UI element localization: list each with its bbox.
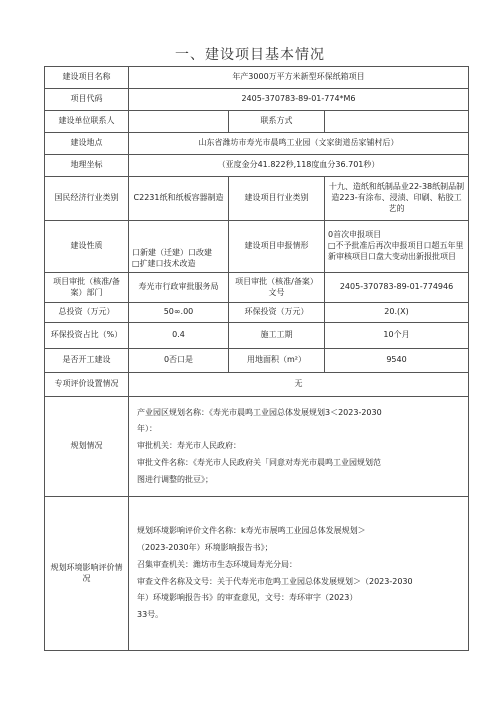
project-code-label: 项目代码: [45, 89, 129, 111]
plan-line-3: 审批机关：寿光市人民政府：: [137, 441, 241, 451]
total-invest-label: 总投资（万元）: [45, 303, 129, 323]
nature-value: [129, 221, 229, 273]
plan-env-line-4: 审查文件名称及文号：关于代寿光市危鸣工业园总体发展规划＞（2023-2030: [137, 576, 413, 586]
project-code-value: 2405-370783-89-01-774*M6: [129, 89, 469, 111]
project-industry-label: 建设项目行业类别: [229, 177, 325, 221]
plan-env-line-5: 年）环境影响报告书》的审查意见，文号：寿环审字（2023）: [137, 593, 358, 603]
land-area-value: 9540: [325, 349, 469, 373]
plan-env-label: 规划环境影响评价情况: [45, 497, 129, 651]
declare-value: [325, 221, 469, 273]
plan-content: [129, 397, 469, 497]
project-name-value: 年产3000万平方米新型环保纸箱项目: [129, 67, 469, 89]
nature-option-1: 口新建（迁建）口改建: [132, 248, 212, 258]
special-eval-value: 无: [129, 373, 469, 397]
env-invest-label: 环保投资（万元）: [229, 303, 325, 323]
plan-env-line-2: （2023-2030年）环境影响报告书》；: [137, 542, 273, 552]
project-info-table: [44, 66, 469, 651]
construction-period-label: 施工工期: [229, 323, 325, 349]
plan-env-line-6: 33号。: [137, 610, 164, 620]
total-invest-value: 50∞.00: [129, 303, 229, 323]
land-area-label: 用地面积（m²）: [229, 349, 325, 373]
plan-env-line-1: 规划环境影响评价文件名称：k寿光市展鸣工业园总体发展规划＞: [137, 526, 366, 536]
declare-option-2: □不予批准后再次申报项目口超五年里新审核项目口盘大变动出新报批项目: [328, 241, 464, 261]
project-industry-value: 十九、造纸和纸制品业22-38纸制品制造223-有涂布、浸渍、印刷、粘胶工艺的: [325, 177, 469, 221]
location-value: 山东省潍坊市寿光市晨鸣工业园（文家街道岳家铺村后）: [129, 133, 469, 155]
plan-line-1: 产业园区规划名称：《寿光市晨鸣工业园总体发展规划3＜2023-2030: [137, 407, 382, 417]
plan-line-2: 年）：: [137, 424, 157, 434]
env-ratio-label: 环保投资占比（%）: [45, 323, 129, 349]
plan-line-5: 图进行调整的批豆》；: [137, 474, 213, 484]
phone-value: [325, 111, 469, 133]
declare-option-1: 0首次申报项目: [328, 230, 382, 240]
approval-dept-value: 寿光市行政审批服务局: [129, 273, 229, 303]
env-ratio-value: 0.4: [129, 323, 229, 349]
contact-label: 建设单位联系人: [45, 111, 129, 133]
plan-line-4: 审批文件名称：《寿光市人民政府关「同意对寿光市晨鸣工业园规划范: [137, 457, 381, 467]
declare-label: 建设项目申报情形: [229, 221, 325, 273]
project-name-label: 建设项目名称: [45, 67, 129, 89]
coords-label: 地理坐标: [45, 155, 129, 177]
approval-no-value: 2405-370783-89-01-774946: [325, 273, 469, 303]
special-eval-label: 专项评价设置情况: [45, 373, 129, 397]
contact-value: [129, 111, 229, 133]
plan-env-content: [129, 497, 469, 651]
approval-dept-label: 项目审批（核准/备案）部门: [45, 273, 129, 303]
plan-label: 规划情况: [45, 397, 129, 497]
industry-label: 国民经济行业类别: [45, 177, 129, 221]
started-label: 是否开工建设: [45, 349, 129, 373]
started-value: 0否口是: [129, 349, 229, 373]
nature-option-2: □扩建口技术改造: [132, 259, 196, 269]
construction-period-value: 10个月: [325, 323, 469, 349]
location-label: 建设地点: [45, 133, 129, 155]
industry-value: C2231纸和纸板容器制造: [129, 177, 229, 221]
env-invest-value: 20.(X): [325, 303, 469, 323]
phone-label: 联系方式: [229, 111, 325, 133]
plan-env-line-3: 召集审查机关：潍坊市生态环境局寿光分局：: [137, 559, 297, 569]
approval-no-label: 项目审批（核准/备案）文号: [229, 273, 325, 303]
coords-value: （亚度金分41.822秒,118度血分36.701秒）: [129, 155, 469, 177]
nature-label: 建设性质: [45, 221, 129, 273]
page-title: 一、建设项目基本情况: [175, 47, 325, 63]
